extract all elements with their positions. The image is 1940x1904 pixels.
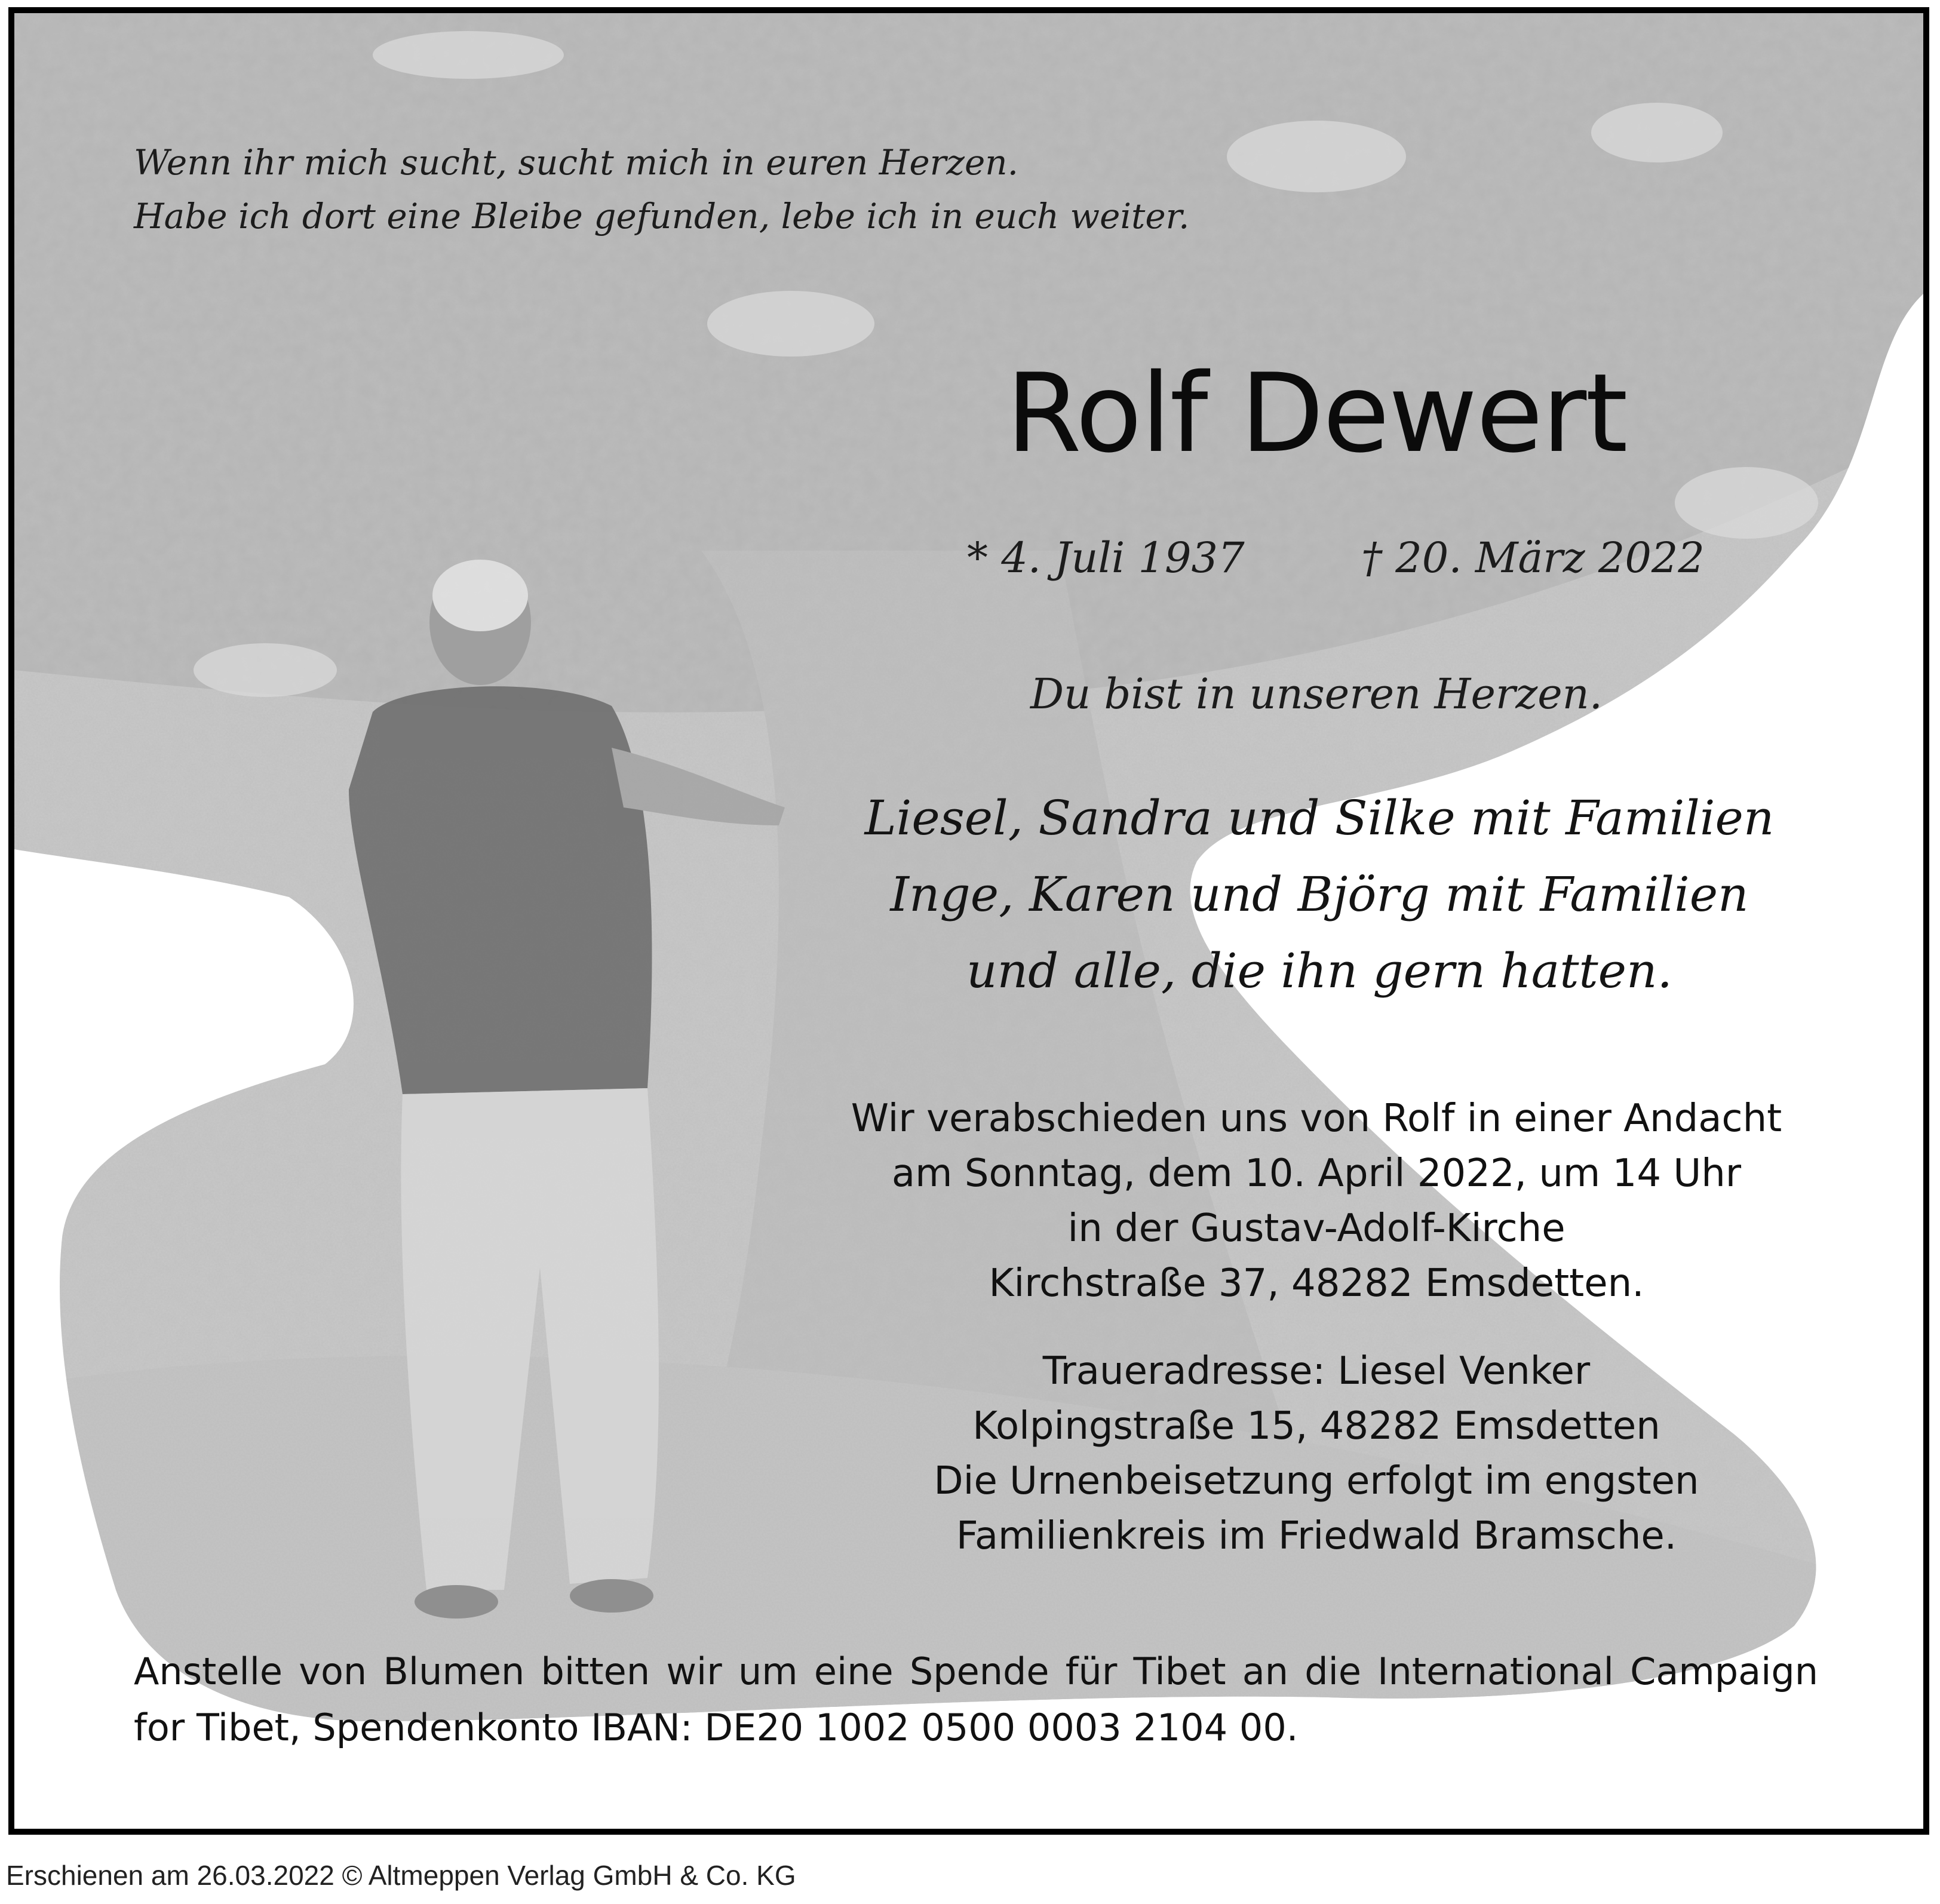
family-signature <box>683 780 1929 1009</box>
service-line: in der Gustav-Adolf-Kirche <box>1067 1206 1565 1251</box>
publication-footer: Erschienen am 26.03.2022 © Altmeppen Verlag GmbH & Co. KG <box>6 1860 796 1891</box>
family-line: Liesel, Sandra und Silke mit Familien <box>864 790 1775 846</box>
address-line: Familienkreis im Friedwald Bramsche. <box>956 1514 1677 1558</box>
service-announcement <box>731 1091 1902 1311</box>
service-line: Kirchstraße 37, 48282 Emsdetten. <box>989 1261 1644 1306</box>
deceased-name: Rolf Dewert <box>1006 350 1627 477</box>
donation-request: Anstelle von Blumen bitten wir um eine Spende für Tibet an die International Campaign for Tibet, Spendenkonto IBAN: DE20 1002 0500 0003 2104 00. <box>134 1650 1818 1749</box>
death-date: † 20. März 2022 <box>1361 533 1705 582</box>
motto-line-1: Wenn ihr mich sucht, sucht mich in euren Herzen. <box>134 142 1019 183</box>
address-line: Die Urnenbeisetzung erfolgt im engsten <box>934 1459 1699 1503</box>
obituary-frame <box>8 7 1929 1835</box>
motto-quote <box>134 136 1189 243</box>
address-line: Traueradresse: Liesel Venker <box>1042 1349 1591 1393</box>
memorial-message: Du bist in unseren Herzen. <box>1030 670 1603 718</box>
motto-line-2: Habe ich dort eine Bleibe gefunden, lebe ich in euch weiter. <box>134 196 1190 237</box>
service-line: am Sonntag, dem 10. April 2022, um 14 Uhr <box>891 1151 1742 1196</box>
service-line: Wir verabschieden uns von Rolf in einer Andacht <box>851 1097 1782 1141</box>
birth-date: * 4. Juli 1937 <box>967 533 1245 582</box>
family-line: und alle, die ihn gern hatten. <box>966 943 1672 999</box>
family-line: Inge, Karen und Björg mit Familien <box>890 867 1749 922</box>
address-line: Kolpingstraße 15, 48282 Emsdetten <box>972 1404 1660 1448</box>
mourning-address <box>731 1344 1902 1564</box>
